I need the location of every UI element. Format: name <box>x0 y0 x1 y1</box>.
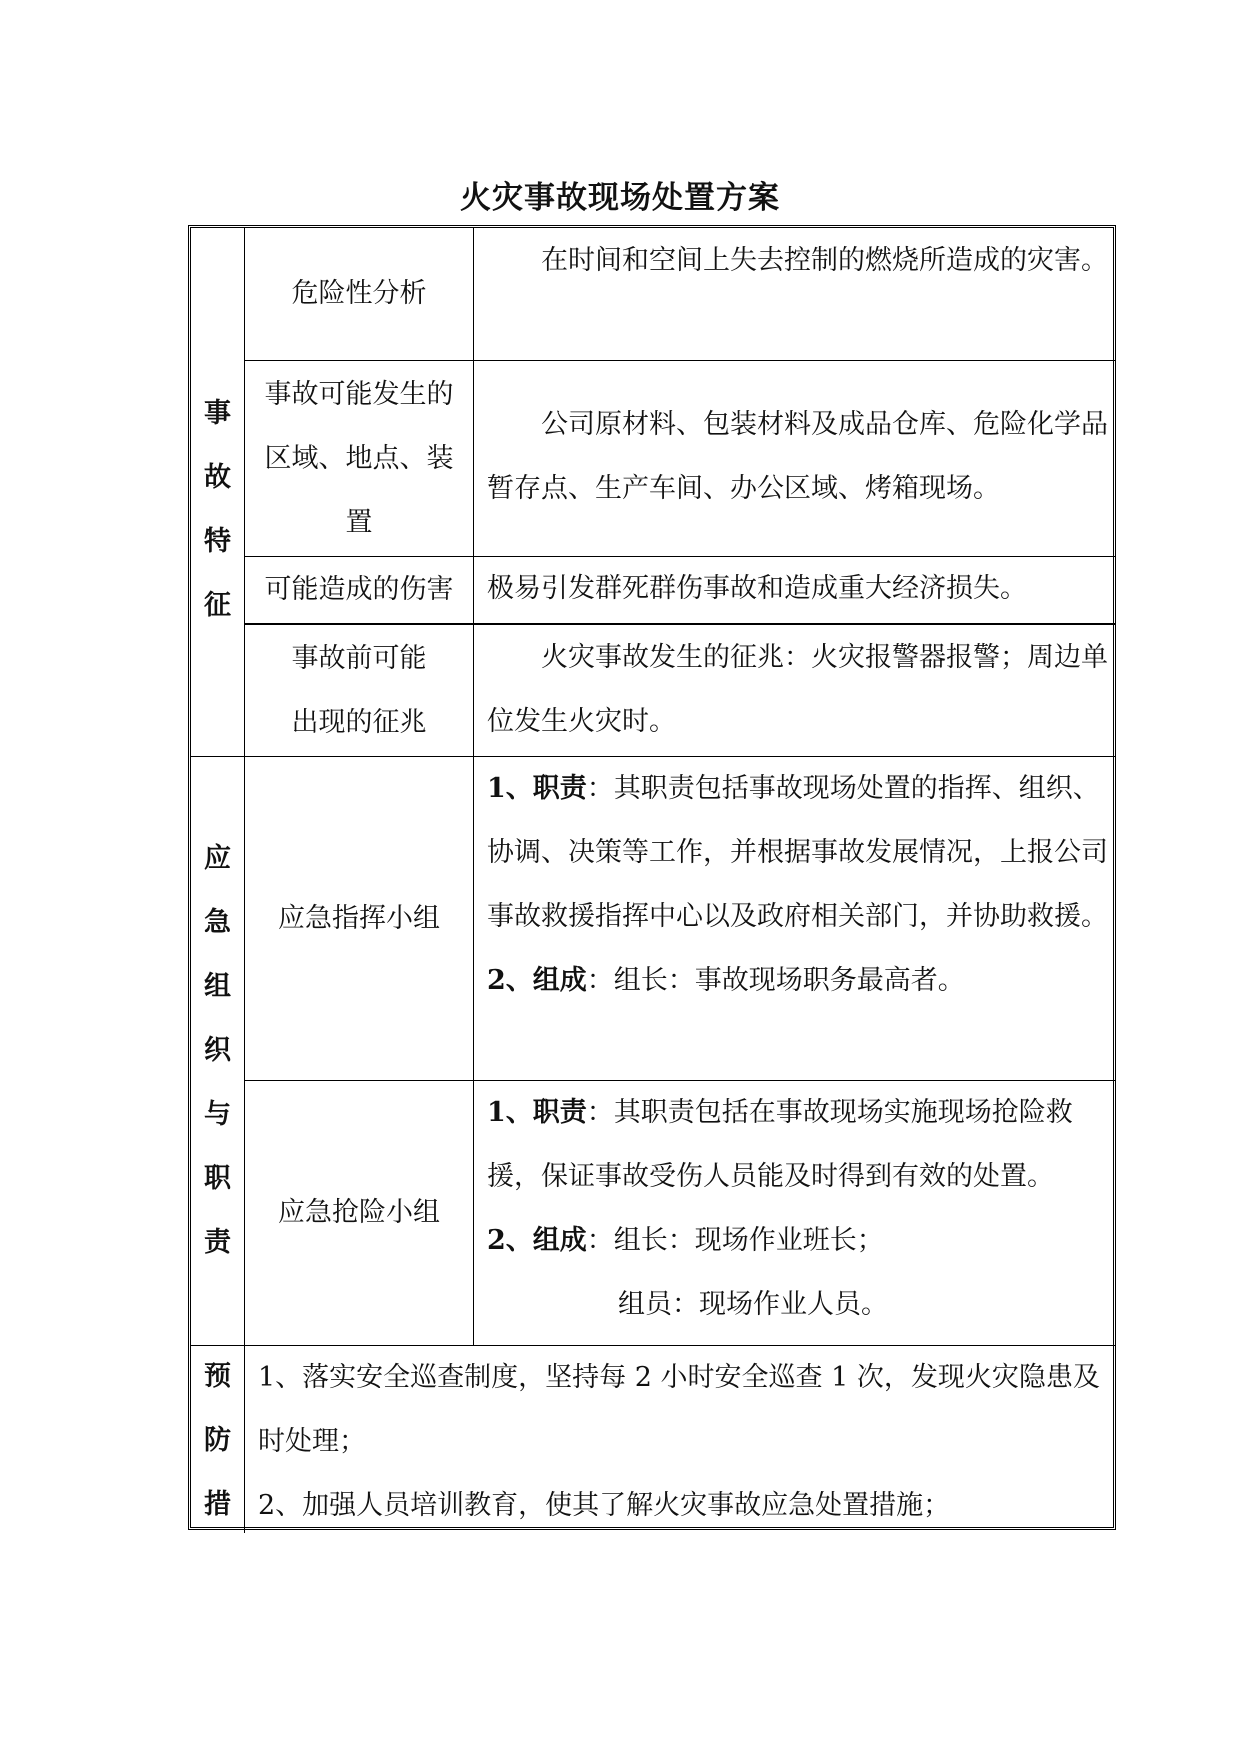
harm-text: 极易引发群死群伤事故和造成重大经济损失。 <box>487 573 1027 604</box>
prevention-item-2: 2、加强人员培训教育，使其了解火灾事故应急处置措施； <box>258 1490 951 1521</box>
location-label: 事故可能发生的区域、地点、装置 <box>264 378 454 538</box>
section-label-prevention: 预 防 措 <box>204 1361 231 1520</box>
command-group-text <box>474 757 1116 1080</box>
rescue-group-text <box>474 1081 1116 1345</box>
command-duty: 1、职责：其职责包括事故现场处置的指挥、组织、协调、决策等工作，并根据事故发展情况，上报公司事故救援指挥中心以及政府相关部门，并协助救援。 <box>487 773 1108 932</box>
hazard-text: 在时间和空间上失去控制的燃烧所造成的灾害。 <box>541 245 1108 276</box>
section-label-organization: 应 急 组 织 与 职 责 <box>204 842 231 1258</box>
page-title: 火灾事故现场处置方案 <box>460 180 780 216</box>
rescue-composition: 2、组成：组长：现场作业班长； <box>487 1225 884 1256</box>
signs-label: 事故前可能 出现的征兆 <box>291 642 427 738</box>
harm-label: 可能造成的伤害 <box>264 574 454 605</box>
plan-table <box>188 225 1116 1530</box>
rescue-duty: 1、职责：其职责包括在事故现场实施现场抢险救援，保证事故受伤人员能及时得到有效的处置。 <box>487 1097 1073 1192</box>
hazard-label: 危险性分析 <box>291 278 427 309</box>
location-text: 公司原材料、包装材料及成品仓库、危险化学品暂存点、生产车间、办公区域、烤箱现场。 <box>487 409 1108 504</box>
rescue-members: 组员：现场作业人员。 <box>618 1289 888 1320</box>
command-composition: 2、组成：组长：事故现场职务最高者。 <box>487 965 965 996</box>
prevention-text <box>245 1346 1116 1530</box>
signs-text: 火灾事故发生的征兆：火灾报警器报警；周边单位发生火灾时。 <box>487 642 1108 737</box>
rescue-group-label: 应急抢险小组 <box>278 1197 440 1228</box>
command-group-label: 应急指挥小组 <box>278 902 440 934</box>
prevention-item-1: 1、落实安全巡查制度，坚持每 2 小时安全巡查 1 次，发现火灾隐患及时处理； <box>258 1362 1100 1457</box>
section-label-features: 事 故 特 征 <box>204 398 231 621</box>
